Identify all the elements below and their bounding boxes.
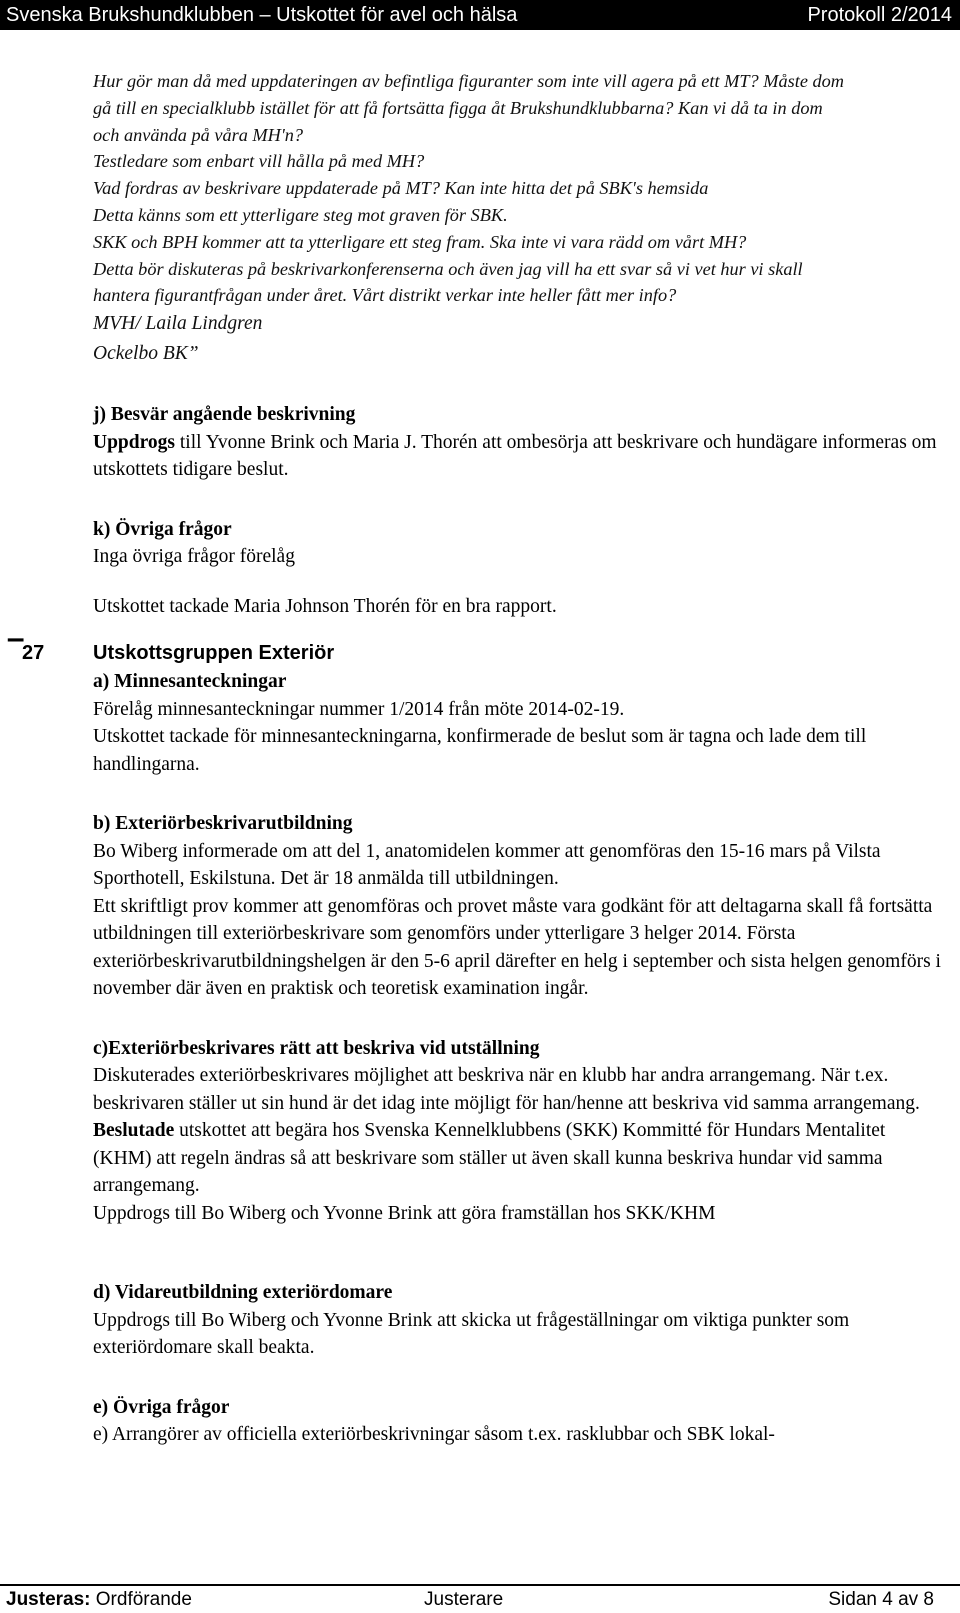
section-k-heading: k) Övriga frågor (93, 518, 232, 540)
subsection-c-text: Diskuterades exteriörbeskrivares möjlighet att beskriva när en klubb har andra arrangemang. När t.ex. beskrivaren ställer ut sin hund är det idag inte möjligt för han/henne att beskriva vid samma arrangemang. (93, 1065, 920, 1114)
subsection-b-heading: b) Exteriörbeskrivarutbildning (93, 813, 353, 834)
subsection-a-text: Förelåg minnesanteckningar nummer 1/2014 från möte 2014-02-19. (93, 698, 625, 720)
letter-signature: MVH/ Laila Lindgren (93, 313, 263, 335)
section-k-text: Inga övriga frågor förelåg (93, 546, 295, 568)
letter-line: SKK och BPH kommer att ta ytterligare ett steg fram. Ska inte vi vara rädd om vårt MH? (93, 231, 747, 252)
bold-lead: Beslutade (93, 1120, 175, 1141)
section-27-body (93, 668, 943, 1449)
subsection-b-text: Ett skriftligt prov kommer att genomföras och provet måste vara godkänt för att deltagarna skall få fortsätta utbildningen till exteriörbeskrivare som genomförs under ytterligare 3 helger 2014. Första exteriörbeskrivarutbildningshelgen är den 5-6 april därefter en helg i september och sista helgen genomförs i november där även en praktisk och teoretisk examination ingår. (93, 895, 941, 999)
section-marker-icon: ▔ (8, 640, 24, 662)
section-number: 27 (22, 642, 45, 664)
footer-justeras: Justeras: Ordförande (6, 1589, 192, 1610)
letter-line: hantera figurantfrågan under året. Vårt distrikt verkar inte heller fått mer info? (93, 285, 677, 306)
page-footer (0, 1589, 960, 1613)
subsection-d-heading: d) Vidareutbildning exteriördomare (93, 1282, 393, 1303)
section-j-heading: j) Besvär angående beskrivning (93, 404, 356, 426)
letter-line: Detta känns som ett ytterligare steg mot graven för SBK. (93, 204, 508, 225)
footer-page-number: Sidan 4 av 8 (828, 1589, 934, 1610)
section-k-thanks: Utskottet tackade Maria Johnson Thorén för en bra rapport. (93, 595, 557, 617)
subsection-c-heading: c)Exteriörbeskrivares rätt att beskriva vid utställning (93, 1037, 540, 1059)
header-protocol: Protokoll 2/2014 (807, 4, 952, 26)
subsection-d-text: Uppdrogs till Bo Wiberg och Yvonne Brink att skicka ut frågeställningar om viktiga punkter som exteriördomare skall beakta. (93, 1309, 850, 1358)
footer-justerare: Justerare (424, 1589, 504, 1610)
subsection-c-decision: Beslutade utskottet att begära hos Svenska Kennelklubbens (SKK) Kommitté för Hundars Mentalitet (KHM) att regeln ändras så att beskrivare som ställer ut även skall kunna beskriva hundar vid samma arrangemang. (93, 1120, 886, 1196)
letter-club: Ockelbo BK” (93, 343, 199, 365)
letter-line: Vad fordras av beskrivare uppdaterade på MT? Kan inte hitta det på SBK's hemsida (93, 178, 709, 199)
footer-divider (0, 1584, 960, 1586)
subsection-c-text: Uppdrogs till Bo Wiberg och Yvonne Brink att göra framställan hos SKK/KHM (93, 1202, 716, 1224)
bold-lead: Uppdrogs (93, 431, 176, 453)
letter-line: Hur gör man då med uppdateringen av befintliga figuranter som inte vill agera på ett MT? Måste dom (93, 71, 844, 91)
document-body (93, 68, 938, 620)
letter-line: och använda på våra MH'n? (93, 124, 304, 145)
page-header (0, 0, 960, 30)
section-j-text: Uppdrogs till Yvonne Brink och Maria J. Thorén att ombesörja att beskrivare och hundägare informeras om utskottets tidigare beslut. (93, 431, 937, 481)
quoted-letter (93, 68, 938, 369)
section-title: Utskottsgruppen Exteriör (93, 642, 335, 664)
subsection-a-text: Utskottet tackade för minnesanteckningarna, konfirmerade de beslut som är tagna och lade dem till handlingarna. (93, 726, 867, 775)
letter-line: gå till en specialklubb istället för att få fortsätta figga åt Brukshundklubbarna? Kan vi då ta in dom (93, 97, 823, 118)
subsection-e-text: e) Arrangörer av officiella exteriörbeskrivningar såsom t.ex. rasklubbar och SBK lokal- (93, 1424, 775, 1445)
letter-line: Testledare som enbart vill hålla på med MH? (93, 151, 425, 172)
header-title: Svenska Brukshundklubben – Utskottet för avel och hälsa (6, 4, 518, 26)
subsection-a-heading: a) Minnesanteckningar (93, 671, 287, 692)
subsection-b-text: Bo Wiberg informerade om att del 1, anatomidelen kommer att genomföras den 15-16 mars på Vilsta Sporthotell, Eskilstuna. Det är 18 anmälda till utbildningen. (93, 840, 881, 889)
subsection-e-heading: e) Övriga frågor (93, 1396, 230, 1418)
letter-line: Detta bör diskuteras på beskrivarkonferenserna och även jag vill ha ett svar så vi vet hur vi skall (93, 258, 803, 279)
